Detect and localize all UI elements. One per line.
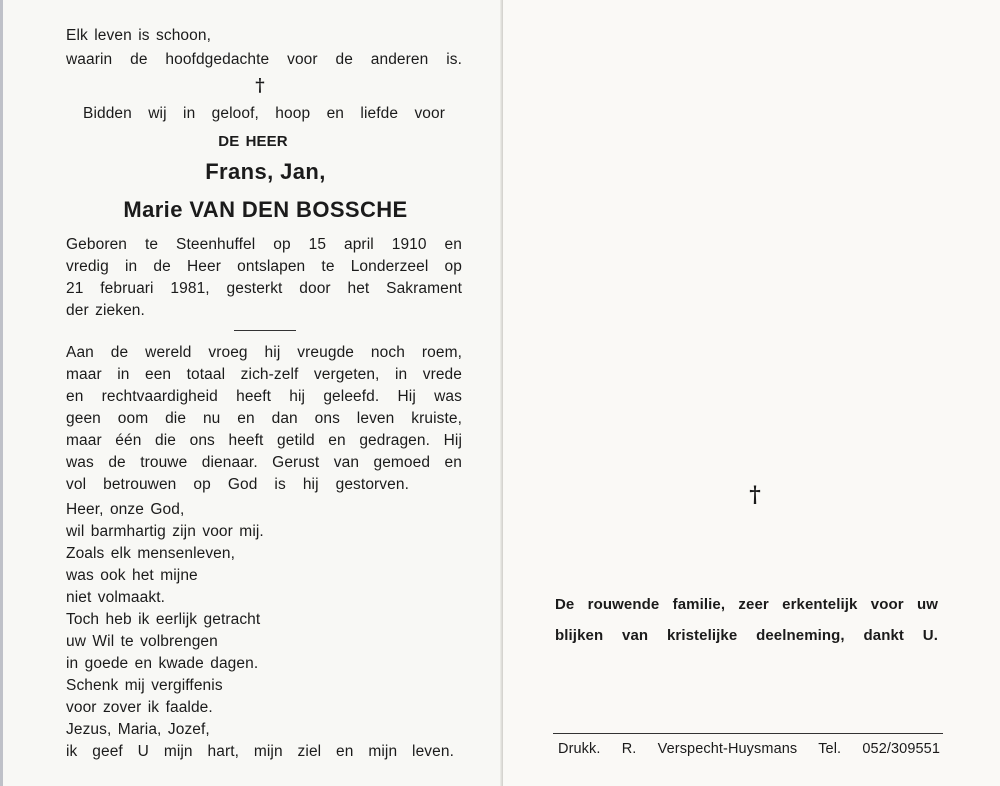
birth-death-line: Geboren te Steenhuffel op 15 april 1910 en [66,236,462,253]
thanks-line: blijken van kristelijke deelneming, dankt U. [555,627,938,644]
cross-icon: † [255,75,265,96]
tribute-line: en rechtvaardigheid heeft hij geleefd. Hij was [66,388,462,405]
birth-death-line: 21 februari 1981, gesterkt door het Sakrament [66,280,462,297]
tribute-line: maar één die ons heeft getild en gedragen. Hij [66,432,462,449]
prayer-line: Bidden wij in geloof, hoop en liefde voor [83,105,445,122]
honorific: DE HEER [218,133,288,150]
tribute-line: geen oom die nu en dan ons leven kruiste, [66,410,462,427]
poem-line: uw Wil te volbrengen [66,633,218,650]
divider [234,330,296,331]
tribute-line: vol betrouwen op God is hij gestorven. [66,476,409,493]
deceased-name-line: Frans, Jan, [205,159,326,184]
deceased-name-line: Marie VAN DEN BOSSCHE [123,197,408,222]
tribute-line: maar in een totaal zich-zelf vergeten, in vrede [66,366,462,383]
poem-line: was ook het mijne [66,567,198,584]
thanks-line: De rouwende familie, zeer erkentelijk voor uw [555,596,938,613]
poem-line: Jezus, Maria, Jozef, [66,721,210,738]
poem-line: Zoals elk mensenleven, [66,545,236,562]
poem-line: Schenk mij vergiffenis [66,677,223,694]
poem-line: voor zover ik faalde. [66,699,213,716]
right-page [503,0,1000,786]
poem-line: Heer, onze God, [66,501,185,518]
printer-rule [553,733,943,734]
poem-line: niet volmaakt. [66,589,166,606]
intro-line: waarin de hoofdgedachte voor de anderen is. [66,51,462,68]
printer-imprint: Drukk. R. Verspecht-Huysmans Tel. 052/309551 [558,741,940,757]
poem-line: wil barmhartig zijn voor mij. [66,523,264,540]
intro-line: Elk leven is schoon, [66,27,211,44]
poem-line: in goede en kwade dagen. [66,655,259,672]
tribute-line: was de trouwe dienaar. Gerust van gemoed en [66,454,462,471]
poem-line: Toch heb ik eerlijk getracht [66,611,261,628]
cross-icon: † [749,482,761,508]
poem-line: ik geef U mijn hart, mijn ziel en mijn leven. [66,743,454,760]
birth-death-line: vredig in de Heer ontslapen te Londerzeel op [66,258,462,275]
tribute-line: Aan de wereld vroeg hij vreugde noch roem, [66,344,462,361]
birth-death-line: der zieken. [66,302,145,319]
